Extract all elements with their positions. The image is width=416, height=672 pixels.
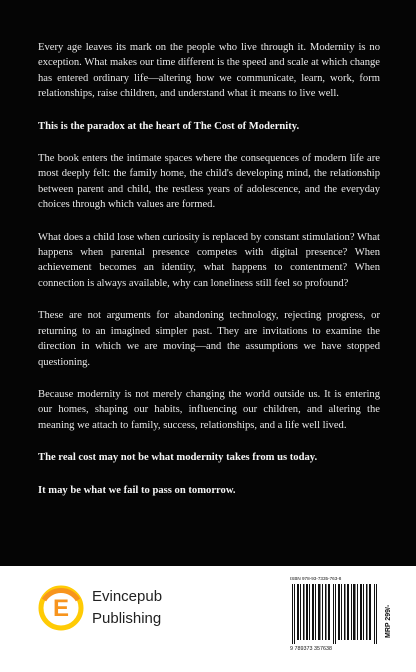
- isbn-digits: 9 789373 357638: [290, 646, 332, 652]
- blurb-paragraph-5: These are not arguments for abandoning technology, rejecting progress, or returning to an imagined simpler past. They are invitations to examine the direction in which we are moving—and the assumptions we have stopped questioning.: [38, 310, 380, 368]
- publisher-logo-icon: [38, 585, 84, 631]
- blurb-paragraph-2: This is the paradox at the heart of The Cost of Modernity.: [38, 120, 300, 132]
- publisher-logo: [38, 585, 178, 633]
- publisher-sub: Publishing: [92, 610, 162, 627]
- blurb-paragraph-1: Every age leaves its mark on the people who live through it. Modernity is no exception. What makes our time different is the speed and scale at which change has entered ordinary life—altering how we communicate, learn, work, form relationships, raise children, and understand what it means to live well.: [38, 42, 380, 100]
- blurb-paragraph-6: Because modernity is not merely changing the world outside us. It is entering our homes, shaping our habits, influencing our children, and altering the meaning we attach to family, success, relationships, and a life well lived.: [38, 388, 380, 431]
- isbn-top-text: ISBN 978-93-7335-763-8: [290, 576, 342, 581]
- isbn-barcode: [290, 576, 396, 658]
- publisher-name: Evincepub: [92, 588, 163, 605]
- logo-letter: E: [52, 595, 70, 622]
- blurb-paragraph-8: It may be what we fail to pass on tomorrow.: [38, 484, 236, 496]
- blurb-paragraph-7: The real cost may not be what modernity takes from us today.: [38, 452, 318, 464]
- blurb-paragraph-3: The book enters the intimate spaces where the consequences of modern life are most deeply felt: the family home, the child's developing mind, the relationship between parent and child, the restless years of adolescence, and the everyday choices through which values are formed.: [38, 153, 380, 211]
- blurb-paragraph-4: What does a child lose when curiosity is replaced by constant stimulation? What happens when parental presence competes with digital presence? When achievement becomes an identity, what happens to contentment? When connection is always available, why can loneliness still feel so profound?: [38, 231, 380, 289]
- blurb-text: [38, 40, 380, 515]
- barcode-bars: [290, 584, 380, 644]
- mrp-price: MRP 299/-: [385, 604, 392, 638]
